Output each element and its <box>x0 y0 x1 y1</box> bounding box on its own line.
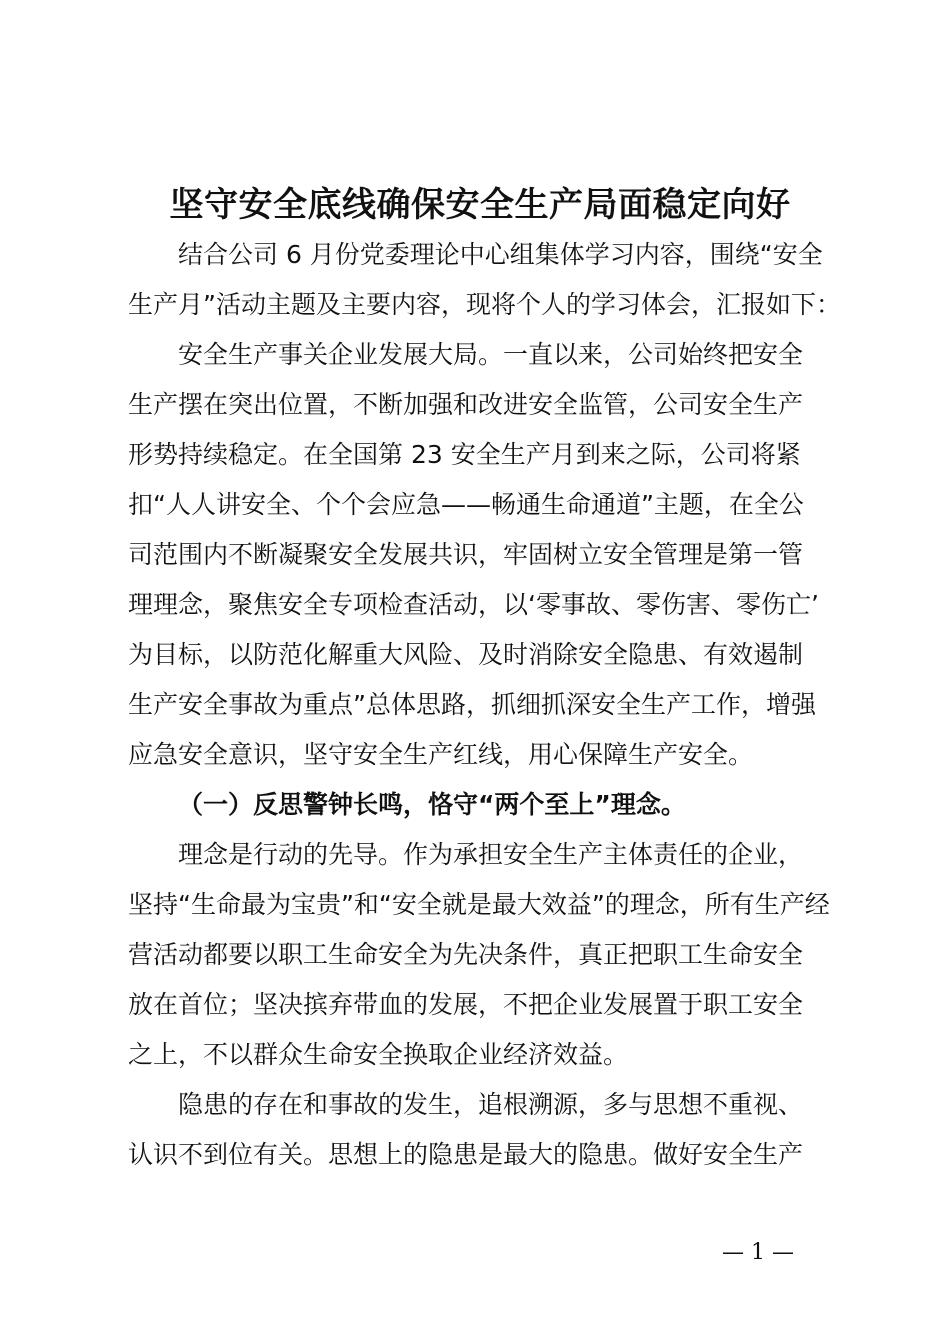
paragraph-line: 隐患的存在和事故的发生，追根溯源，多与思想不重视、 <box>178 1090 804 1119</box>
paragraph-line: 生产摆在突出位置，不断加强和改进安全监管，公司安全生产 <box>128 390 804 419</box>
document-title: 坚守安全底线确保安全生产局面稳定向好 <box>169 185 791 225</box>
paragraph-line: 扣“人人讲安全、个个会应急——畅通生命通道”主题，在全公 <box>128 490 804 519</box>
paragraph-line: 营活动都要以职工生命安全为先决条件，真正把职工生命安全 <box>128 940 804 969</box>
paragraph-line: 司范围内不断凝聚安全发展共识，牢固树立安全管理是第一管 <box>128 540 804 569</box>
paragraph-line: 生产安全事故为重点”总体思路，抓细抓深安全生产工作，增强 <box>128 690 816 719</box>
page-number: — 1 — <box>722 1240 794 1265</box>
paragraph-line: 理理念，聚焦安全专项检查活动，以‘零事故、零伤害、零伤亡’ <box>128 590 819 619</box>
section-heading: （一）反思警钟长鸣，恪守“两个至上”理念。 <box>178 790 686 819</box>
paragraph-line: 结合公司 6 月份党委理论中心组集体学习内容，围绕“安全 <box>178 240 823 269</box>
paragraph-line: 形势持续稳定。在全国第 23 安全生产月到来之际，公司将紧 <box>128 440 801 469</box>
paragraph-line: 为目标，以防范化解重大风险、及时消除安全隐患、有效遏制 <box>128 640 804 669</box>
paragraph-line: 认识不到位有关。思想上的隐患是最大的隐患。做好安全生产 <box>128 1140 804 1169</box>
paragraph-line: 理念是行动的先导。作为承担安全生产主体责任的企业， <box>178 840 804 869</box>
paragraph-line: 安全生产事关企业发展大局。一直以来，公司始终把安全 <box>178 340 804 369</box>
paragraph-line: 坚持“生命最为宝贵”和“安全就是最大效益”的理念，所有生产经 <box>128 890 830 919</box>
paragraph-line: 生产月”活动主题及主要内容，现将个人的学习体会，汇报如下： <box>128 290 841 319</box>
paragraph-line: 应急安全意识，坚守安全生产红线，用心保障生产安全。 <box>128 740 754 769</box>
paragraph-line: 放在首位；坚决摈弃带血的发展，不把企业发展置于职工安全 <box>128 990 804 1019</box>
paragraph-line: 之上，不以群众生命安全换取企业经济效益。 <box>128 1040 629 1069</box>
